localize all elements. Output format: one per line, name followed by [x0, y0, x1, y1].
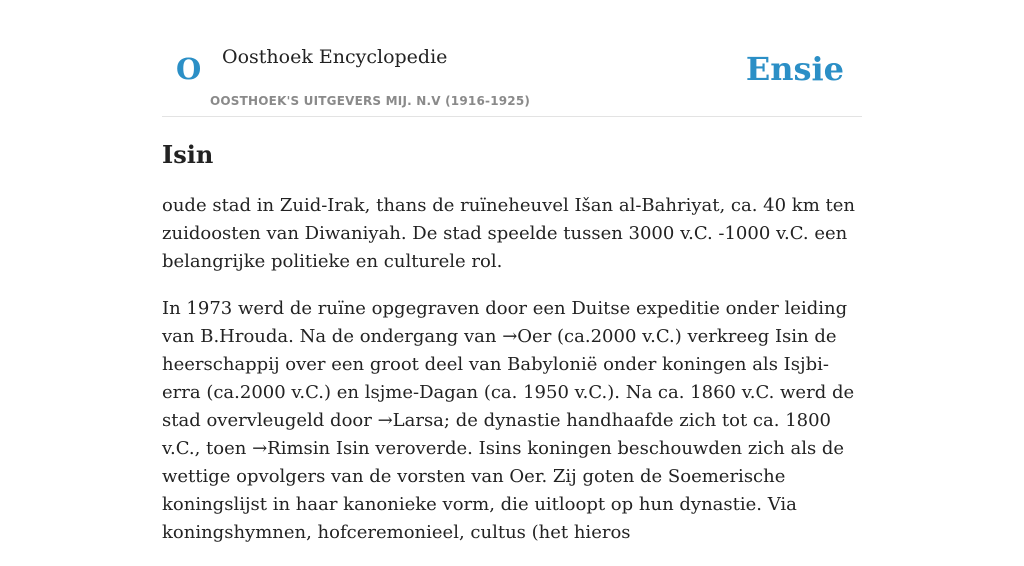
- site-title[interactable]: Oosthoek Encyclopedie: [222, 46, 448, 68]
- page-container: [162, 0, 862, 543]
- ensie-brand-link[interactable]: Ensie: [745, 50, 844, 88]
- site-subtitle: OOSTHOEK'S UITGEVERS MIJ. N.V (1916-1925): [210, 94, 531, 108]
- site-header: [162, 0, 862, 117]
- article-paragraph-2: In 1973 werd de ruïne opgegraven door een Duitse expeditie onder leiding van B.Hrouda. Na de ondergang van →Oer (ca.2000 v.C.) verkreeg Isin de heerschappij over een groot deel van Babylonië onder koningen als Isjbi-erra (ca.2000 v.C.) en lsjme-Dagan (ca. 1950 v.C.). Na ca. 1860 v.C. werd de stad overvleugeld door →Larsa; de dynastie handhaafde zich tot ca. 1800 v.C., toen →Rimsin Isin veroverde. Isins koningen beschouwden zich als de wettige opvolgers van de vorsten van Oer. Zij goten de Soemerische koningslijst in haar kanonieke vorm, die uitloopt op hun dynastie. Via koningshymnen, hofceremonieel, cultus (het hieros: [162, 298, 855, 543]
- site-logo[interactable]: O: [176, 52, 202, 86]
- article-body: [162, 192, 862, 566]
- article-title: Isin: [162, 140, 214, 169]
- article-paragraph-1: oude stad in Zuid-Irak, thans de ruïneheuvel Išan al-Bahriyat, ca. 40 km ten zuidoosten van Diwaniyah. De stad speelde tussen 3000 v.C. -1000 v.C. een belangrijke politieke en culturele rol.: [162, 195, 855, 272]
